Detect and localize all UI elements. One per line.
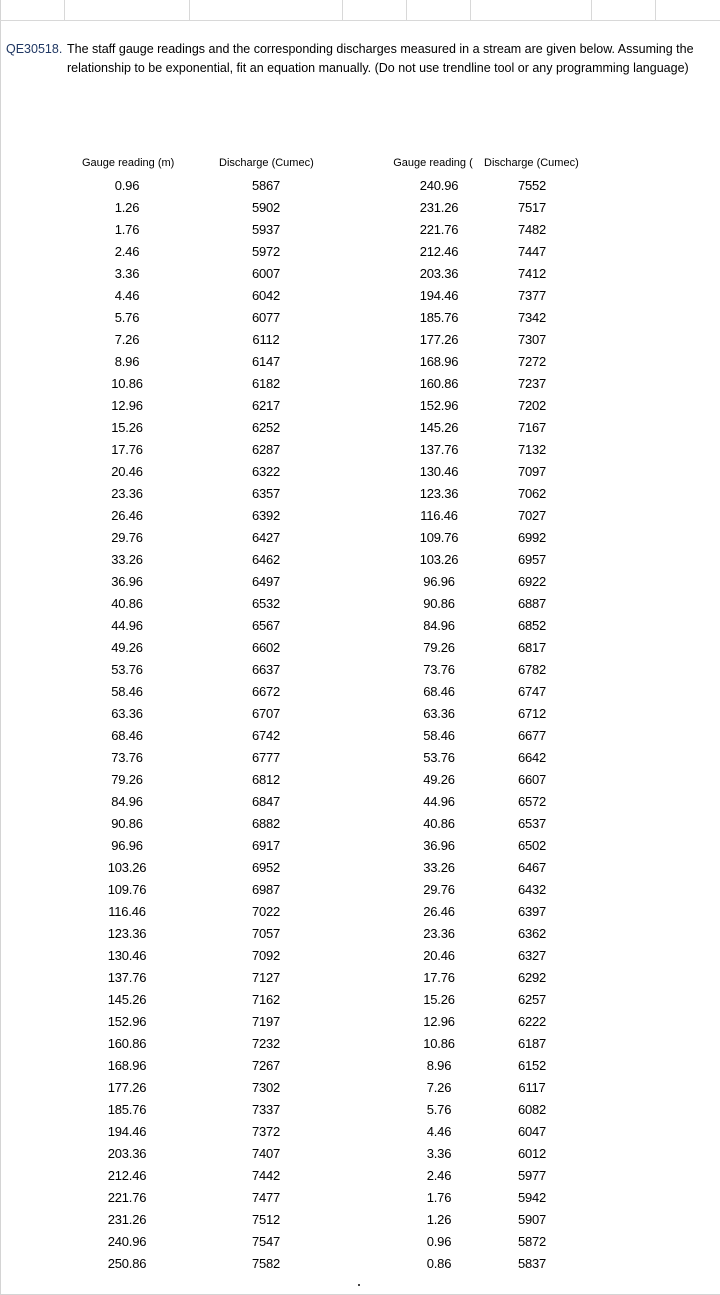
- table-cell: 7372: [251, 1124, 281, 1139]
- table-cell: 5977: [517, 1168, 547, 1183]
- table-cell: 68.46: [423, 684, 455, 699]
- table-cell: 6222: [517, 1014, 547, 1029]
- table-cell: 7337: [251, 1102, 281, 1117]
- table-cell: 250.86: [107, 1256, 147, 1271]
- table-cell: 0.96: [426, 1234, 452, 1249]
- table-cell: 221.76: [419, 222, 459, 237]
- table-cell: 6427: [251, 530, 281, 545]
- table-cell: 5872: [517, 1234, 547, 1249]
- table-cell: 40.86: [423, 816, 455, 831]
- table-cell: 15.26: [111, 420, 143, 435]
- stray-dot: [358, 1284, 360, 1286]
- table-cell: 6392: [251, 508, 281, 523]
- table-cell: 6147: [251, 354, 281, 369]
- grid-line: [655, 0, 656, 20]
- table-cell: 1.26: [114, 200, 140, 215]
- spreadsheet-grid-top: [0, 0, 720, 21]
- table-cell: 168.96: [419, 354, 459, 369]
- table-cell: 12.96: [423, 1014, 455, 1029]
- table-cell: 152.96: [419, 398, 459, 413]
- question-number: QE30518.: [6, 42, 63, 56]
- table-cell: 137.76: [419, 442, 459, 457]
- table-cell: 29.76: [111, 530, 143, 545]
- table-cell: 7092: [251, 948, 281, 963]
- table-cell: 145.26: [419, 420, 459, 435]
- table-cell: 6042: [251, 288, 281, 303]
- table-cell: 7517: [517, 200, 547, 215]
- table-cell: 130.46: [107, 948, 147, 963]
- table-cell: 6742: [251, 728, 281, 743]
- table-cell: 20.46: [111, 464, 143, 479]
- table-cell: 6812: [251, 772, 281, 787]
- table-cell: 49.26: [423, 772, 455, 787]
- table-cell: 7407: [251, 1146, 281, 1161]
- table-cell: 160.86: [419, 376, 459, 391]
- table-cell: 7482: [517, 222, 547, 237]
- table-cell: 10.86: [423, 1036, 455, 1051]
- grid-line: [406, 0, 407, 20]
- table-cell: 90.86: [111, 816, 143, 831]
- table-cell: 4.46: [426, 1124, 452, 1139]
- table-cell: 6777: [251, 750, 281, 765]
- gauge-column-1: [96, 175, 158, 1275]
- table-cell: 6047: [517, 1124, 547, 1139]
- table-cell: 63.36: [111, 706, 143, 721]
- gauge-column-2: [408, 175, 470, 1275]
- table-cell: 160.86: [107, 1036, 147, 1051]
- table-cell: 7302: [251, 1080, 281, 1095]
- table-cell: 58.46: [111, 684, 143, 699]
- table-cell: 6217: [251, 398, 281, 413]
- table-cell: 2.46: [114, 244, 140, 259]
- table-cell: 6257: [517, 992, 547, 1007]
- table-cell: 73.76: [111, 750, 143, 765]
- table-cell: 177.26: [419, 332, 459, 347]
- table-cell: 6987: [251, 882, 281, 897]
- table-cell: 194.46: [419, 288, 459, 303]
- table-cell: 1.76: [426, 1190, 452, 1205]
- table-cell: 79.26: [423, 640, 455, 655]
- table-cell: 84.96: [111, 794, 143, 809]
- table-cell: 6467: [517, 860, 547, 875]
- table-cell: 6397: [517, 904, 547, 919]
- table-cell: 5937: [251, 222, 281, 237]
- table-cell: 6077: [251, 310, 281, 325]
- table-cell: 68.46: [111, 728, 143, 743]
- table-cell: 103.26: [107, 860, 147, 875]
- table-cell: 7477: [251, 1190, 281, 1205]
- header-gauge-reading-2: Gauge reading (: [393, 157, 473, 169]
- table-cell: 203.36: [419, 266, 459, 281]
- table-cell: 6607: [517, 772, 547, 787]
- table-cell: 7272: [517, 354, 547, 369]
- table-cell: 7447: [517, 244, 547, 259]
- table-cell: 6322: [251, 464, 281, 479]
- table-cell: 130.46: [419, 464, 459, 479]
- table-cell: 26.46: [423, 904, 455, 919]
- table-cell: 7197: [251, 1014, 281, 1029]
- table-cell: 7.26: [114, 332, 140, 347]
- table-cell: 6082: [517, 1102, 547, 1117]
- table-cell: 6642: [517, 750, 547, 765]
- grid-line: [470, 0, 471, 20]
- table-cell: 7127: [251, 970, 281, 985]
- table-cell: 53.76: [111, 662, 143, 677]
- table-cell: 58.46: [423, 728, 455, 743]
- table-cell: 6992: [517, 530, 547, 545]
- table-cell: 6362: [517, 926, 547, 941]
- table-cell: 6182: [251, 376, 281, 391]
- table-cell: 152.96: [107, 1014, 147, 1029]
- table-cell: 6922: [517, 574, 547, 589]
- table-cell: 185.76: [419, 310, 459, 325]
- table-cell: 7062: [517, 486, 547, 501]
- table-cell: 12.96: [111, 398, 143, 413]
- table-cell: 203.36: [107, 1146, 147, 1161]
- table-cell: 6567: [251, 618, 281, 633]
- grid-line: [64, 0, 65, 20]
- table-cell: 6432: [517, 882, 547, 897]
- table-cell: 3.36: [114, 266, 140, 281]
- table-cell: 103.26: [419, 552, 459, 567]
- table-cell: 3.36: [426, 1146, 452, 1161]
- table-cell: 6462: [251, 552, 281, 567]
- table-cell: 7097: [517, 464, 547, 479]
- table-cell: 33.26: [111, 552, 143, 567]
- table-cell: 7132: [517, 442, 547, 457]
- table-cell: 6817: [517, 640, 547, 655]
- table-cell: 49.26: [111, 640, 143, 655]
- table-cell: 6572: [517, 794, 547, 809]
- table-cell: 7552: [517, 178, 547, 193]
- table-cell: 5902: [251, 200, 281, 215]
- table-cell: 17.76: [111, 442, 143, 457]
- table-cell: 6287: [251, 442, 281, 457]
- table-cell: 185.76: [107, 1102, 147, 1117]
- table-cell: 4.46: [114, 288, 140, 303]
- table-cell: 240.96: [419, 178, 459, 193]
- table-cell: 137.76: [107, 970, 147, 985]
- table-cell: 7582: [251, 1256, 281, 1271]
- table-cell: 7027: [517, 508, 547, 523]
- table-cell: 6677: [517, 728, 547, 743]
- table-cell: 20.46: [423, 948, 455, 963]
- table-cell: 5867: [251, 178, 281, 193]
- table-cell: 23.36: [111, 486, 143, 501]
- table-cell: 5907: [517, 1212, 547, 1227]
- table-cell: 17.76: [423, 970, 455, 985]
- table-cell: 7057: [251, 926, 281, 941]
- grid-line: [342, 0, 343, 20]
- table-cell: 15.26: [423, 992, 455, 1007]
- table-cell: 7512: [251, 1212, 281, 1227]
- table-cell: 212.46: [107, 1168, 147, 1183]
- table-cell: 84.96: [423, 618, 455, 633]
- table-cell: 123.36: [107, 926, 147, 941]
- question-text: The staff gauge readings and the corresponding discharges measured in a stream are given below. Assuming the relationship to be exponential, fit an equation manually. (Do not use trendline tool or any programming language): [67, 42, 694, 75]
- table-cell: 7232: [251, 1036, 281, 1051]
- table-cell: 6882: [251, 816, 281, 831]
- table-cell: 145.26: [107, 992, 147, 1007]
- table-cell: 6537: [517, 816, 547, 831]
- table-cell: 7267: [251, 1058, 281, 1073]
- table-cell: 2.46: [426, 1168, 452, 1183]
- table-cell: 5837: [517, 1256, 547, 1271]
- table-cell: 36.96: [111, 574, 143, 589]
- table-cell: 6357: [251, 486, 281, 501]
- table-cell: 6117: [518, 1080, 546, 1095]
- table-cell: 6952: [251, 860, 281, 875]
- table-cell: 240.96: [107, 1234, 147, 1249]
- table-cell: 7162: [251, 992, 281, 1007]
- table-cell: 7377: [517, 288, 547, 303]
- table-cell: 79.26: [111, 772, 143, 787]
- table-cell: 7202: [517, 398, 547, 413]
- table-cell: 168.96: [107, 1058, 147, 1073]
- table-cell: 96.96: [423, 574, 455, 589]
- table-cell: 0.86: [426, 1256, 452, 1271]
- table-cell: 6887: [517, 596, 547, 611]
- table-cell: 231.26: [107, 1212, 147, 1227]
- header-discharge-2: Discharge (Cumec): [484, 157, 579, 169]
- table-cell: 212.46: [419, 244, 459, 259]
- table-cell: 6532: [251, 596, 281, 611]
- table-cell: 5942: [517, 1190, 547, 1205]
- table-cell: 6012: [517, 1146, 547, 1161]
- table-cell: 6187: [517, 1036, 547, 1051]
- table-cell: 6747: [517, 684, 547, 699]
- table-cell: 6502: [517, 838, 547, 853]
- table-cell: 5.76: [114, 310, 140, 325]
- table-cell: 6917: [251, 838, 281, 853]
- table-cell: 6712: [517, 706, 547, 721]
- table-cell: 7237: [517, 376, 547, 391]
- table-cell: 7.26: [426, 1080, 452, 1095]
- table-cell: 6602: [251, 640, 281, 655]
- header-discharge-1: Discharge (Cumec): [219, 157, 314, 169]
- table-cell: 177.26: [107, 1080, 147, 1095]
- header-gauge-reading-1: Gauge reading (m): [82, 157, 175, 169]
- table-cell: 5.76: [426, 1102, 452, 1117]
- table-cell: 6252: [251, 420, 281, 435]
- table-cell: 6112: [252, 332, 280, 347]
- table-cell: 116.46: [420, 508, 458, 523]
- table-cell: 36.96: [423, 838, 455, 853]
- table-cell: 6852: [517, 618, 547, 633]
- table-cell: 44.96: [111, 618, 143, 633]
- table-cell: 116.46: [108, 904, 146, 919]
- table-cell: 7412: [517, 266, 547, 281]
- table-cell: 7342: [517, 310, 547, 325]
- table-cell: 6957: [517, 552, 547, 567]
- table-cell: 6292: [517, 970, 547, 985]
- table-cell: 6007: [251, 266, 281, 281]
- table-cell: 7307: [517, 332, 547, 347]
- table-cell: 44.96: [423, 794, 455, 809]
- table-cell: 63.36: [423, 706, 455, 721]
- discharge-column-2: [502, 175, 562, 1275]
- table-cell: 7547: [251, 1234, 281, 1249]
- grid-line: [189, 0, 190, 20]
- table-cell: 96.96: [111, 838, 143, 853]
- table-cell: 6497: [251, 574, 281, 589]
- table-cell: 221.76: [107, 1190, 147, 1205]
- table-cell: 109.76: [419, 530, 459, 545]
- table-cell: 6672: [251, 684, 281, 699]
- table-cell: 7022: [251, 904, 281, 919]
- table-cell: 5972: [251, 244, 281, 259]
- table-cell: 1.76: [114, 222, 140, 237]
- discharge-column-1: [236, 175, 296, 1275]
- table-cell: 53.76: [423, 750, 455, 765]
- table-cell: 90.86: [423, 596, 455, 611]
- table-cell: 1.26: [426, 1212, 452, 1227]
- table-cell: 109.76: [107, 882, 147, 897]
- table-cell: 6637: [251, 662, 281, 677]
- grid-line: [591, 0, 592, 20]
- table-cell: 6152: [517, 1058, 547, 1073]
- table-cell: 6327: [517, 948, 547, 963]
- table-cell: 29.76: [423, 882, 455, 897]
- table-cell: 6782: [517, 662, 547, 677]
- table-cell: 26.46: [111, 508, 143, 523]
- table-cell: 40.86: [111, 596, 143, 611]
- table-cell: 6847: [251, 794, 281, 809]
- table-cell: 8.96: [114, 354, 140, 369]
- table-cell: 10.86: [111, 376, 143, 391]
- table-cell: 33.26: [423, 860, 455, 875]
- table-cell: 7442: [251, 1168, 281, 1183]
- table-cell: 0.96: [114, 178, 140, 193]
- table-cell: 6707: [251, 706, 281, 721]
- table-cell: 7167: [517, 420, 547, 435]
- table-cell: 231.26: [419, 200, 459, 215]
- table-cell: 123.36: [419, 486, 459, 501]
- table-cell: 23.36: [423, 926, 455, 941]
- table-cell: 8.96: [426, 1058, 452, 1073]
- table-cell: 73.76: [423, 662, 455, 677]
- table-cell: 194.46: [107, 1124, 147, 1139]
